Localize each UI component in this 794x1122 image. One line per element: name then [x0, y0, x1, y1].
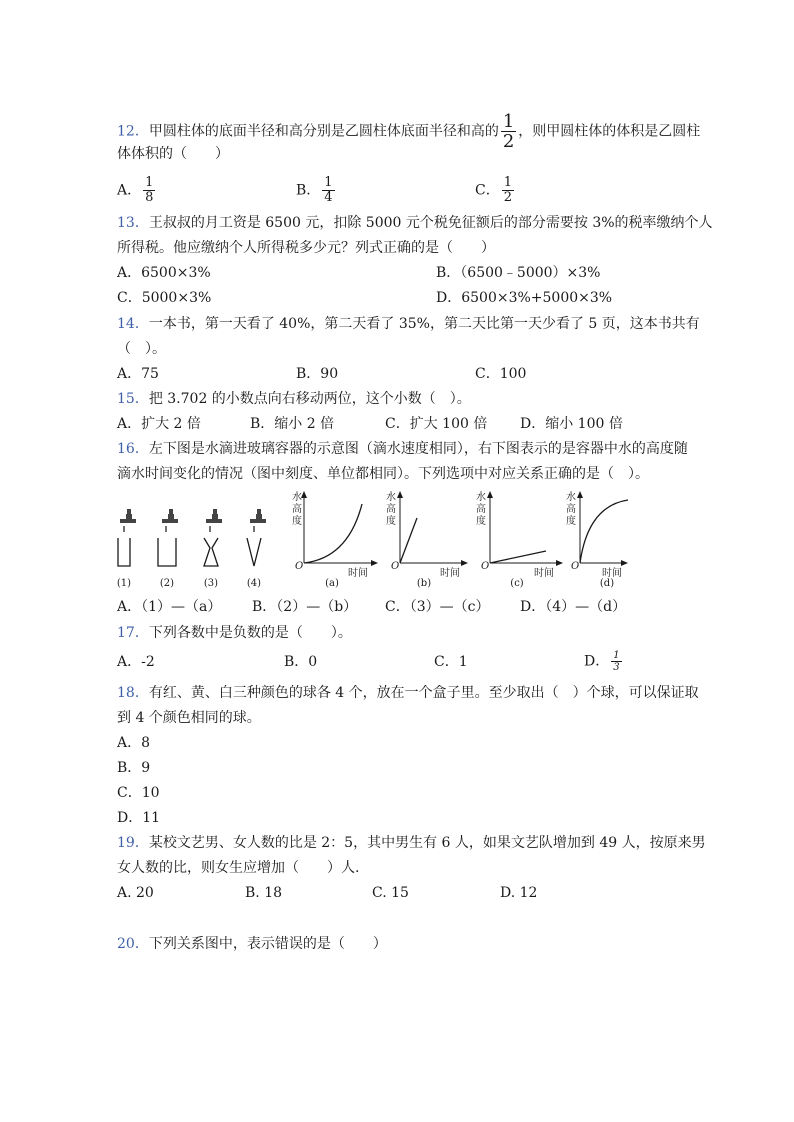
q17-option-d-fraction: [611, 650, 621, 673]
q15-option-b: B．缩小 2 倍: [250, 416, 335, 432]
q16-line2: 滴水时间变化的情况（图中刻度、单位都相同）。下列选项中对应关系正确的是（ ）。: [117, 466, 649, 482]
q12-line2: 体体积的（ ）: [117, 146, 229, 162]
q14-option-c: C．100: [475, 366, 527, 382]
x-label: 时间: [348, 568, 368, 579]
container-1: [118, 509, 136, 566]
q13-line1: [117, 213, 713, 233]
q18-line1: [117, 683, 699, 703]
q12-text-b: ，则甲圆柱体的体积是乙圆柱: [518, 123, 701, 140]
q14-option-b: B．90: [296, 366, 339, 382]
q13-line2: 所得税。他应缴纳个人所得税多少元？列式正确的是（ ）: [117, 240, 495, 256]
q16-number: 16．: [117, 441, 149, 457]
container-label-1: (1): [116, 578, 132, 589]
y-axis-arrow: [487, 491, 493, 498]
q17-option-c: C．1: [434, 654, 468, 670]
q12-option-c-den: 2: [503, 190, 512, 205]
graph-b: [386, 490, 468, 589]
y-axis-arrow: [397, 491, 403, 498]
container-label-3: (3): [203, 578, 219, 589]
q18-number: 18．: [117, 685, 149, 701]
y-label-2: 高: [386, 504, 396, 515]
q15-option-c: C．扩大 100 倍: [385, 416, 488, 432]
graph-label-d: (d): [599, 578, 615, 589]
y-label-1: 水: [292, 492, 302, 503]
y-label-2: 高: [292, 504, 302, 515]
graph-label-a: (a): [325, 578, 339, 589]
x-label: 时间: [440, 568, 460, 579]
x-axis-arrow: [461, 560, 468, 566]
container-shape-1: [118, 538, 130, 566]
container-2: [158, 509, 178, 566]
y-label-3: 度: [476, 516, 486, 527]
q14-number: 14．: [117, 316, 149, 332]
q17-text: 下列各数中是负数的是（ ）。: [148, 625, 352, 641]
q12-option-b-label: B．: [296, 182, 321, 199]
q12-number: 12．: [117, 123, 149, 140]
curve-d: [580, 500, 628, 563]
q13-option-d: D．6500×3%+5000×3%: [436, 290, 613, 306]
q13-option-a: A．6500×3%: [117, 265, 211, 281]
faucet-handle: [169, 509, 173, 514]
faucet-handle: [213, 509, 217, 514]
q16-text: 左下图是水滴进玻璃容器的示意图（滴水速度相同），右下图表示的是容器中水的高度随: [148, 441, 688, 457]
x-axis-arrow: [371, 560, 378, 566]
q15-number: 15．: [117, 391, 149, 407]
q16-option-b: B．（2）—（b）: [252, 599, 358, 615]
q19-option-d: D. 12: [500, 885, 538, 901]
container-shape-3: [204, 538, 218, 566]
faucet-icon: [206, 514, 222, 523]
q15-option-d: D．缩小 100 倍: [520, 416, 623, 432]
q12-option-a-fraction: [143, 176, 155, 205]
q16-option-c: C．（3）—（c）: [385, 599, 490, 615]
curve-a: [304, 504, 362, 563]
q17-option-b: B．0: [284, 654, 318, 670]
container-shape-2: [158, 538, 176, 566]
q14-line2: （ ）。: [117, 341, 166, 357]
y-label-3: 度: [566, 516, 576, 527]
q15-text: 把 3.702 的小数点向右移动两位，这个小数（ ）。: [148, 391, 471, 407]
y-label-1: 水: [476, 492, 486, 503]
graph-d: [566, 490, 628, 589]
faucet-icon: [120, 514, 136, 523]
q12-option-a: [117, 176, 157, 205]
origin-label: O: [391, 561, 400, 572]
origin-label: O: [481, 561, 490, 572]
q18-option-a: A．8: [117, 735, 151, 751]
q13-text: 王叔叔的月工资是 6500 元，扣除 5000 元个税免征额后的部分需要按 3%的税率缴纳个人: [148, 215, 713, 231]
y-label-2: 高: [476, 504, 486, 515]
x-axis-arrow: [556, 560, 563, 566]
q13-number: 13．: [117, 215, 149, 231]
q16-line1: [117, 439, 688, 459]
q20-line1: [117, 934, 387, 954]
q19-option-c: C. 15: [372, 885, 409, 901]
container-shape-4: [247, 538, 261, 566]
q12-option-c-label: C．: [475, 182, 500, 199]
y-label-1: 水: [566, 492, 576, 503]
q17-line1: [117, 623, 352, 643]
faucet-icon: [250, 514, 266, 523]
q12-text-a: 甲圆柱体的底面半径和高分别是乙圆柱体底面半径和高的: [148, 123, 499, 140]
q12-option-b-fraction: [322, 176, 334, 205]
q20-number: 20．: [117, 936, 149, 952]
q12-frac-num: 1: [502, 111, 515, 132]
q19-option-a: A. 20: [117, 885, 154, 901]
q19-number: 19．: [117, 835, 149, 851]
q15-line1: [117, 389, 471, 409]
q18-line2: 到 4 个颜色相同的球。: [117, 710, 261, 726]
q16-figure: [110, 488, 630, 594]
x-label: 时间: [534, 568, 554, 579]
q19-option-b: B. 18: [245, 885, 283, 901]
q12-option-c: [475, 176, 516, 205]
q19-line1: [117, 833, 706, 853]
q18-option-c: C．10: [117, 785, 160, 801]
q12-fraction: [501, 112, 516, 151]
y-label-1: 水: [386, 492, 396, 503]
container-label-2: (2): [159, 578, 175, 589]
q14-option-a: A．75: [117, 366, 159, 382]
y-label-3: 度: [292, 516, 302, 527]
q17-number: 17．: [117, 625, 149, 641]
container-4: [247, 509, 266, 566]
curve-c: [490, 551, 546, 563]
container-label-4: (4): [246, 578, 262, 589]
q13-option-b: B．（6500﹣5000）×3%: [436, 265, 601, 281]
q18-text: 有红、黄、白三种颜色的球各 4 个，放在一个盒子里。至少取出（ ）个球，可以保证取: [148, 685, 699, 701]
q12-option-a-den: 8: [145, 190, 154, 205]
q14-text: 一本书，第一天看了 40%，第二天看了 35%，第二天比第一天少看了 5 页，这本书共有: [148, 316, 700, 332]
y-axis-arrow: [577, 491, 583, 498]
q18-option-b: B．9: [117, 760, 151, 776]
q12-option-a-label: A．: [117, 182, 142, 199]
q17-option-a: A．-2: [117, 654, 155, 670]
graph-c: [476, 490, 563, 589]
q16-option-d: D．（4）—（d）: [520, 599, 627, 615]
x-axis-arrow: [621, 560, 628, 566]
q16-option-a: A．（1）—（a）: [117, 599, 222, 615]
q17-option-d: [584, 650, 624, 673]
faucet-icon: [162, 514, 178, 523]
q12-option-b: [296, 176, 337, 205]
faucet-handle: [257, 509, 261, 514]
q18-option-d: D．11: [117, 810, 161, 826]
q17-option-d-label: D．: [584, 653, 610, 670]
q20-text: 下列关系图中，表示错误的是（ ）: [148, 936, 387, 952]
q14-line1: [117, 314, 700, 334]
q13-option-c: C．5000×3%: [117, 290, 212, 306]
q12-frac-den: 2: [502, 131, 515, 152]
q19-text: 某校文艺男、女人数的比是 2：5，其中男生有 6 人，如果文艺队增加到 49 人，按原来男: [148, 835, 706, 851]
curve-b: [400, 518, 417, 563]
q12-option-b-num: 1: [324, 175, 333, 190]
q19-line2: 女人数的比，则女生应增加（ ）人.: [117, 860, 360, 876]
container-3: [204, 509, 222, 566]
origin-label: O: [571, 561, 580, 572]
q12-option-c-num: 1: [503, 175, 512, 190]
graph-a: [292, 490, 378, 589]
faucet-handle: [127, 509, 131, 514]
y-label-2: 高: [566, 504, 576, 515]
q15-option-a: A．扩大 2 倍: [117, 416, 201, 432]
q17-option-d-num: 1: [613, 650, 620, 661]
q12-option-b-den: 4: [324, 190, 333, 205]
graph-label-c: (c): [510, 578, 524, 589]
x-label: 时间: [602, 568, 622, 579]
graph-label-b: (b): [416, 578, 432, 589]
q12-option-a-num: 1: [145, 175, 154, 190]
y-label-3: 度: [386, 516, 396, 527]
q17-option-d-den: 3: [613, 662, 620, 673]
q12-option-c-fraction: [502, 176, 514, 205]
origin-label: O: [295, 561, 304, 572]
